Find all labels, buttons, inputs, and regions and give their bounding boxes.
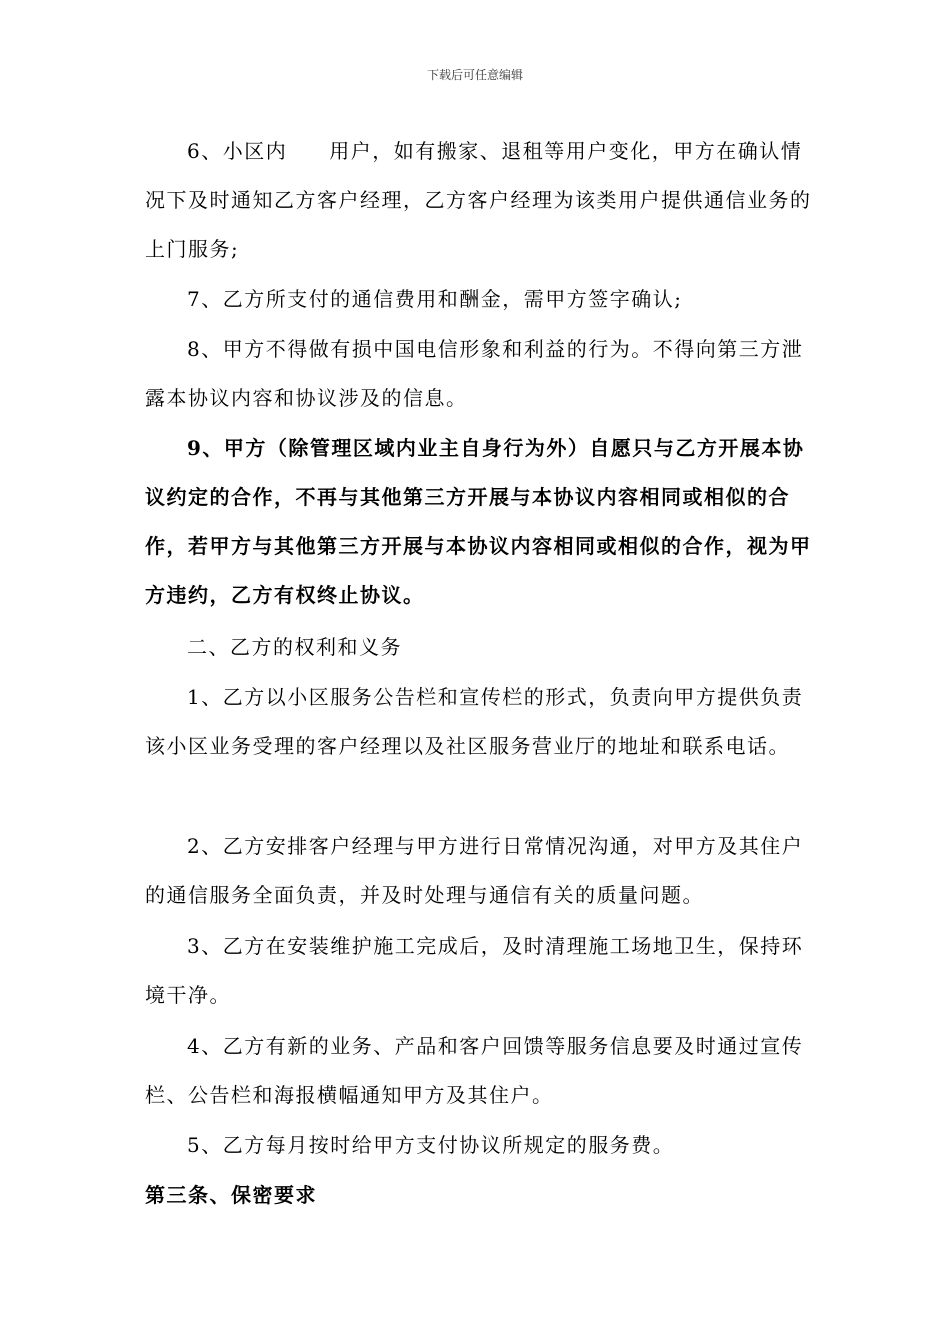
page-header: 下载后可任意编辑 [426, 68, 523, 82]
paragraph-8: 8、甲方不得做有损中国电信形象和利益的行为。不得向第三方泄露本协议内容和协议涉及的信息。 [145, 337, 804, 410]
paragraph-6 [145, 127, 813, 274]
paragraph-9: 9、甲方（除管理区域内业主自身行为外）自愿只与乙方开展本协议约定的合作，不再与其他第三方开展与本协议内容相同或相似的合作，若甲方与其他第三方开展与本协议内容相同或相似的合作，视为甲方违约，乙方有权终止协议。 [145, 436, 812, 607]
section-2-item-2: 2、乙方安排客户经理与甲方进行日常情况沟通，对甲方及其住户的通信服务全面负责，并及时处理与通信有关的质量问题。 [145, 834, 804, 907]
paragraph-6-rest: 用户，如有搬家、退租等用户变化，甲方在确认情况下及时通知乙方客户经理，乙方客户经理为该类用户提供通信业务的上门服务; [145, 139, 812, 261]
section-2-item-5: 5、乙方每月按时给甲方支付协议所规定的服务费。 [187, 1133, 675, 1157]
section-2-item-3: 3、乙方在安装维护施工完成后，及时清理施工场地卫生，保持环境干净。 [145, 934, 804, 1007]
paragraph-6-start: 6、小区内 [187, 139, 288, 163]
paragraph-7: 7、乙方所支付的通信费用和酬金，需甲方签字确认; [187, 287, 683, 311]
article-3-heading: 第三条、保密要求 [145, 1183, 317, 1207]
section-2-title: 二、乙方的权利和义务 [187, 635, 402, 659]
section-2-item-4: 4、乙方有新的业务、产品和客户回馈等服务信息要及时通过宣传栏、公告栏和海报横幅通知甲方及其住户。 [145, 1034, 804, 1107]
section-2-item-1: 1、乙方以小区服务公告栏和宣传栏的形式，负责向甲方提供负责该小区业务受理的客户经理以及社区服务营业厅的地址和联系电话。 [145, 685, 804, 758]
